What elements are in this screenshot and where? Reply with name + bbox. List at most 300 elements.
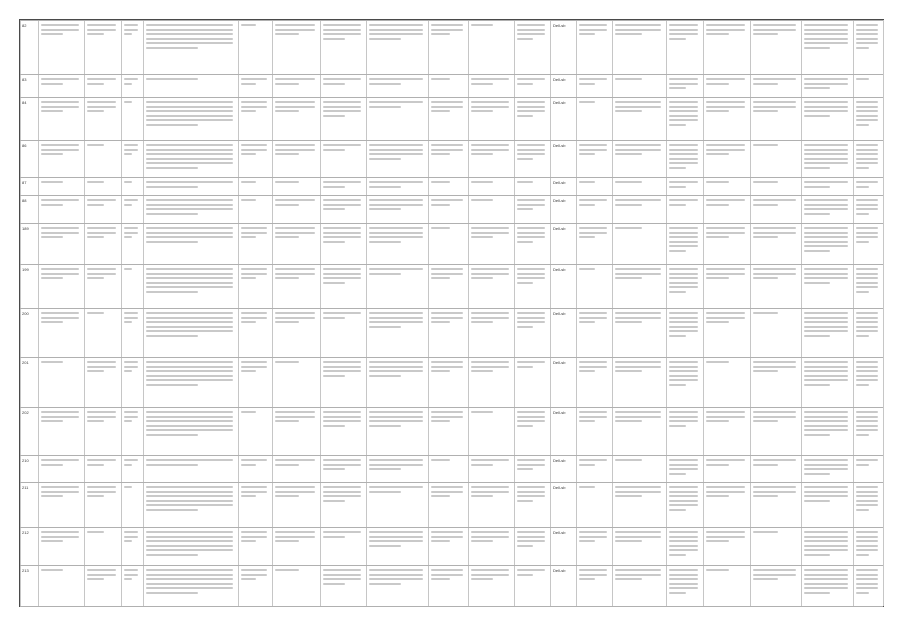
illegible-text — [669, 531, 698, 533]
illegible-text — [241, 153, 256, 155]
illegible-text — [706, 491, 745, 493]
illegible-text — [615, 199, 661, 201]
illegible-text — [517, 227, 545, 229]
illegible-text — [87, 459, 116, 461]
column-divider — [550, 20, 551, 606]
illegible-text — [615, 574, 661, 576]
illegible-text — [856, 531, 878, 533]
illegible-text — [804, 312, 848, 314]
illegible-text — [146, 429, 233, 431]
illegible-text — [669, 578, 698, 580]
illegible-text — [146, 24, 233, 26]
illegible-text — [275, 540, 299, 542]
illegible-text — [275, 199, 315, 201]
illegible-text — [323, 115, 345, 117]
row-number: 83 — [22, 77, 27, 82]
illegible-text — [579, 416, 607, 418]
illegible-text — [431, 459, 450, 461]
illegible-text — [753, 144, 778, 146]
illegible-text — [41, 78, 79, 80]
illegible-text — [856, 425, 878, 427]
illegible-text — [146, 42, 233, 44]
illegible-text — [146, 282, 233, 284]
illegible-text — [856, 554, 869, 556]
illegible-text — [669, 592, 686, 594]
illegible-text — [369, 78, 423, 80]
illegible-text — [471, 312, 509, 314]
illegible-text — [669, 384, 686, 386]
illegible-text — [856, 47, 869, 49]
illegible-text — [669, 366, 698, 368]
illegible-text — [323, 468, 345, 470]
illegible-text — [669, 569, 698, 571]
illegible-text — [615, 268, 661, 270]
illegible-text — [241, 83, 256, 85]
illegible-text — [856, 286, 878, 288]
illegible-text — [615, 110, 642, 112]
row-divider — [20, 407, 883, 408]
illegible-text — [669, 227, 698, 229]
illegible-text — [471, 578, 493, 580]
illegible-text — [804, 531, 848, 533]
illegible-text — [856, 370, 878, 372]
illegible-text — [669, 326, 698, 328]
illegible-text — [41, 149, 79, 151]
illegible-text — [41, 486, 79, 488]
illegible-text — [323, 578, 361, 580]
illegible-text — [323, 101, 361, 103]
illegible-text — [431, 33, 450, 35]
illegible-text — [323, 83, 345, 85]
illegible-text — [669, 232, 698, 234]
illegible-text — [517, 569, 545, 571]
illegible-text — [146, 33, 233, 35]
illegible-text — [615, 321, 642, 323]
illegible-text — [804, 549, 848, 551]
illegible-text — [323, 268, 361, 270]
illegible-text — [804, 33, 848, 35]
illegible-text — [856, 335, 869, 337]
illegible-text — [669, 468, 698, 470]
illegible-text — [804, 115, 830, 117]
illegible-text — [517, 232, 545, 234]
illegible-text — [753, 227, 796, 229]
illegible-text — [804, 592, 830, 594]
illegible-text — [517, 411, 545, 413]
illegible-text — [146, 213, 198, 215]
product-cell: Dell-sb — [553, 143, 566, 148]
illegible-text — [753, 366, 796, 368]
illegible-text — [706, 317, 745, 319]
illegible-text — [517, 33, 545, 35]
illegible-text — [856, 144, 878, 146]
illegible-text — [706, 232, 745, 234]
illegible-text — [87, 29, 116, 31]
illegible-text — [804, 583, 848, 585]
illegible-text — [856, 101, 878, 103]
illegible-text — [753, 312, 778, 314]
illegible-text — [471, 486, 509, 488]
illegible-text — [471, 317, 509, 319]
illegible-text — [517, 149, 545, 151]
illegible-text — [804, 213, 830, 215]
illegible-text — [669, 370, 698, 372]
illegible-text — [856, 232, 878, 234]
illegible-text — [323, 420, 361, 422]
illegible-text — [87, 569, 116, 571]
illegible-text — [323, 149, 345, 151]
illegible-text — [323, 411, 361, 413]
illegible-text — [579, 411, 607, 413]
illegible-text — [241, 569, 267, 571]
illegible-text — [241, 486, 267, 488]
illegible-text — [369, 583, 401, 585]
illegible-text — [431, 416, 463, 418]
illegible-text — [275, 232, 315, 234]
illegible-text — [146, 491, 233, 493]
illegible-text — [856, 162, 878, 164]
illegible-text — [124, 227, 138, 229]
illegible-text — [146, 330, 233, 332]
illegible-text — [323, 199, 361, 201]
illegible-text — [706, 416, 745, 418]
illegible-text — [146, 434, 198, 436]
illegible-text — [615, 361, 661, 363]
illegible-text — [124, 33, 132, 35]
illegible-text — [804, 38, 848, 40]
illegible-text — [517, 536, 545, 538]
illegible-text — [146, 241, 198, 243]
illegible-text — [323, 416, 361, 418]
illegible-text — [323, 144, 361, 146]
row-number: 199 — [22, 267, 29, 272]
illegible-text — [669, 536, 698, 538]
illegible-text — [579, 569, 607, 571]
illegible-text — [856, 491, 878, 493]
illegible-text — [579, 204, 595, 206]
illegible-text — [615, 459, 642, 461]
row-number: 210 — [22, 458, 29, 463]
illegible-text — [431, 420, 450, 422]
illegible-text — [275, 29, 315, 31]
illegible-text — [804, 500, 830, 502]
illegible-text — [517, 78, 545, 80]
illegible-text — [804, 106, 848, 108]
illegible-text — [579, 144, 607, 146]
illegible-text — [369, 101, 423, 103]
illegible-text — [856, 110, 878, 112]
illegible-text — [471, 495, 493, 497]
illegible-text — [669, 236, 698, 238]
illegible-text — [146, 149, 233, 151]
illegible-text — [146, 312, 233, 314]
illegible-text — [615, 101, 661, 103]
illegible-text — [471, 273, 509, 275]
illegible-text — [323, 106, 361, 108]
illegible-text — [706, 486, 745, 488]
illegible-text — [323, 186, 345, 188]
illegible-text — [124, 101, 132, 103]
illegible-text — [753, 236, 778, 238]
row-number: 201 — [22, 360, 29, 365]
illegible-text — [856, 429, 878, 431]
illegible-text — [517, 486, 545, 488]
illegible-text — [41, 24, 79, 26]
illegible-text — [146, 459, 233, 461]
illegible-text — [146, 509, 198, 511]
illegible-text — [323, 273, 361, 275]
illegible-text — [517, 24, 545, 26]
illegible-text — [753, 199, 796, 201]
illegible-text — [241, 312, 267, 314]
illegible-text — [856, 536, 878, 538]
illegible-text — [579, 83, 595, 85]
illegible-text — [146, 317, 233, 319]
illegible-text — [323, 495, 361, 497]
illegible-text — [615, 78, 642, 80]
row-divider — [20, 482, 883, 483]
illegible-text — [753, 531, 778, 533]
illegible-text — [275, 411, 315, 413]
illegible-text — [124, 361, 138, 363]
column-divider — [121, 20, 122, 606]
illegible-text — [615, 578, 642, 580]
illegible-text — [669, 495, 698, 497]
illegible-text — [146, 153, 233, 155]
illegible-text — [431, 149, 463, 151]
illegible-text — [753, 459, 796, 461]
illegible-text — [369, 459, 423, 461]
illegible-text — [804, 587, 848, 589]
illegible-text — [431, 312, 463, 314]
illegible-text — [615, 149, 661, 151]
illegible-text — [804, 181, 848, 183]
illegible-text — [856, 317, 878, 319]
illegible-text — [517, 115, 533, 117]
illegible-text — [124, 317, 138, 319]
illegible-text — [669, 361, 698, 363]
illegible-text — [41, 411, 79, 413]
illegible-text — [669, 545, 698, 547]
illegible-text — [517, 420, 545, 422]
illegible-text — [856, 509, 869, 511]
illegible-text — [87, 312, 104, 314]
illegible-text — [804, 245, 848, 247]
illegible-text — [146, 583, 233, 585]
illegible-text — [856, 204, 878, 206]
illegible-text — [431, 317, 463, 319]
illegible-text — [804, 578, 848, 580]
illegible-text — [706, 106, 745, 108]
illegible-text — [275, 312, 315, 314]
illegible-text — [471, 491, 509, 493]
illegible-text — [241, 110, 256, 112]
illegible-text — [856, 321, 878, 323]
illegible-text — [241, 574, 267, 576]
illegible-text — [275, 536, 315, 538]
illegible-text — [615, 486, 661, 488]
illegible-text — [856, 574, 878, 576]
illegible-text — [753, 578, 778, 580]
illegible-text — [706, 101, 745, 103]
illegible-text — [431, 227, 450, 229]
illegible-text — [275, 277, 299, 279]
illegible-text — [615, 204, 642, 206]
illegible-text — [369, 29, 423, 31]
illegible-text — [146, 531, 233, 533]
illegible-text — [323, 569, 361, 571]
illegible-text — [369, 149, 423, 151]
illegible-text — [275, 101, 315, 103]
illegible-text — [323, 464, 361, 466]
column-divider — [143, 20, 144, 606]
illegible-text — [431, 569, 463, 571]
illegible-text — [431, 24, 463, 26]
illegible-text — [369, 370, 423, 372]
illegible-text — [87, 24, 116, 26]
illegible-text — [615, 536, 661, 538]
illegible-text — [369, 208, 401, 210]
illegible-text — [124, 199, 138, 201]
illegible-text — [323, 317, 345, 319]
illegible-text — [706, 83, 729, 85]
illegible-text — [669, 204, 686, 206]
illegible-text — [804, 411, 848, 413]
illegible-text — [146, 361, 233, 363]
illegible-text — [323, 459, 361, 461]
illegible-text — [146, 47, 198, 49]
illegible-text — [87, 181, 104, 183]
illegible-text — [87, 416, 116, 418]
illegible-text — [146, 110, 233, 112]
illegible-text — [669, 273, 698, 275]
illegible-text — [87, 277, 104, 279]
illegible-text — [323, 574, 361, 576]
illegible-text — [856, 361, 878, 363]
illegible-text — [146, 29, 233, 31]
illegible-text — [856, 540, 878, 542]
illegible-text — [431, 110, 450, 112]
illegible-text — [431, 199, 463, 201]
illegible-text — [369, 486, 423, 488]
illegible-text — [323, 282, 345, 284]
illegible-text — [753, 411, 796, 413]
illegible-text — [146, 545, 233, 547]
illegible-text — [579, 531, 607, 533]
illegible-text — [471, 459, 509, 461]
illegible-text — [856, 119, 878, 121]
illegible-text — [615, 491, 661, 493]
illegible-text — [804, 425, 848, 427]
illegible-text — [856, 486, 878, 488]
illegible-text — [669, 554, 686, 556]
illegible-text — [856, 291, 869, 293]
illegible-text — [669, 549, 698, 551]
illegible-text — [369, 375, 401, 377]
illegible-text — [517, 574, 533, 576]
illegible-text — [669, 277, 698, 279]
illegible-text — [804, 273, 848, 275]
row-number: 82 — [22, 23, 27, 28]
illegible-text — [431, 153, 450, 155]
illegible-text — [124, 78, 138, 80]
illegible-text — [431, 106, 463, 108]
illegible-text — [615, 411, 661, 413]
illegible-text — [146, 587, 233, 589]
illegible-text — [753, 574, 796, 576]
illegible-text — [471, 106, 509, 108]
illegible-text — [369, 540, 423, 542]
illegible-text — [804, 101, 848, 103]
illegible-text — [369, 144, 423, 146]
illegible-text — [275, 420, 299, 422]
illegible-text — [517, 540, 545, 542]
illegible-text — [669, 459, 698, 461]
illegible-text — [41, 491, 79, 493]
row-divider — [20, 357, 883, 358]
illegible-text — [241, 464, 256, 466]
product-cell: Dell-sb — [553, 458, 566, 463]
illegible-text — [517, 208, 533, 210]
illegible-text — [146, 495, 233, 497]
illegible-text — [669, 312, 698, 314]
illegible-text — [804, 149, 848, 151]
row-number: 213 — [22, 568, 29, 573]
illegible-text — [124, 153, 132, 155]
illegible-text — [856, 153, 878, 155]
illegible-text — [369, 227, 423, 229]
illegible-text — [471, 24, 493, 26]
illegible-text — [517, 110, 545, 112]
illegible-text — [856, 326, 878, 328]
illegible-text — [369, 420, 423, 422]
illegible-text — [275, 321, 299, 323]
illegible-text — [471, 236, 493, 238]
illegible-text — [669, 587, 698, 589]
illegible-text — [804, 554, 830, 556]
illegible-text — [431, 101, 463, 103]
illegible-text — [369, 83, 401, 85]
illegible-text — [369, 366, 423, 368]
illegible-text — [804, 473, 830, 475]
illegible-text — [856, 273, 878, 275]
illegible-text — [517, 531, 545, 533]
illegible-text — [856, 592, 869, 594]
illegible-text — [804, 321, 848, 323]
illegible-text — [241, 495, 256, 497]
illegible-text — [323, 425, 345, 427]
illegible-text — [41, 232, 79, 234]
illegible-text — [369, 491, 401, 493]
illegible-text — [431, 411, 463, 413]
illegible-text — [669, 29, 698, 31]
illegible-text — [579, 459, 607, 461]
spreadsheet-page — [19, 19, 884, 607]
illegible-text — [431, 486, 463, 488]
illegible-text — [124, 29, 138, 31]
illegible-text — [753, 268, 796, 270]
illegible-text — [579, 574, 607, 576]
illegible-text — [146, 464, 198, 466]
illegible-text — [804, 29, 848, 31]
illegible-text — [241, 101, 267, 103]
illegible-text — [146, 204, 233, 206]
column-divider — [84, 20, 85, 606]
illegible-text — [706, 312, 745, 314]
illegible-text — [579, 317, 607, 319]
illegible-text — [87, 486, 116, 488]
row-divider — [20, 527, 883, 528]
